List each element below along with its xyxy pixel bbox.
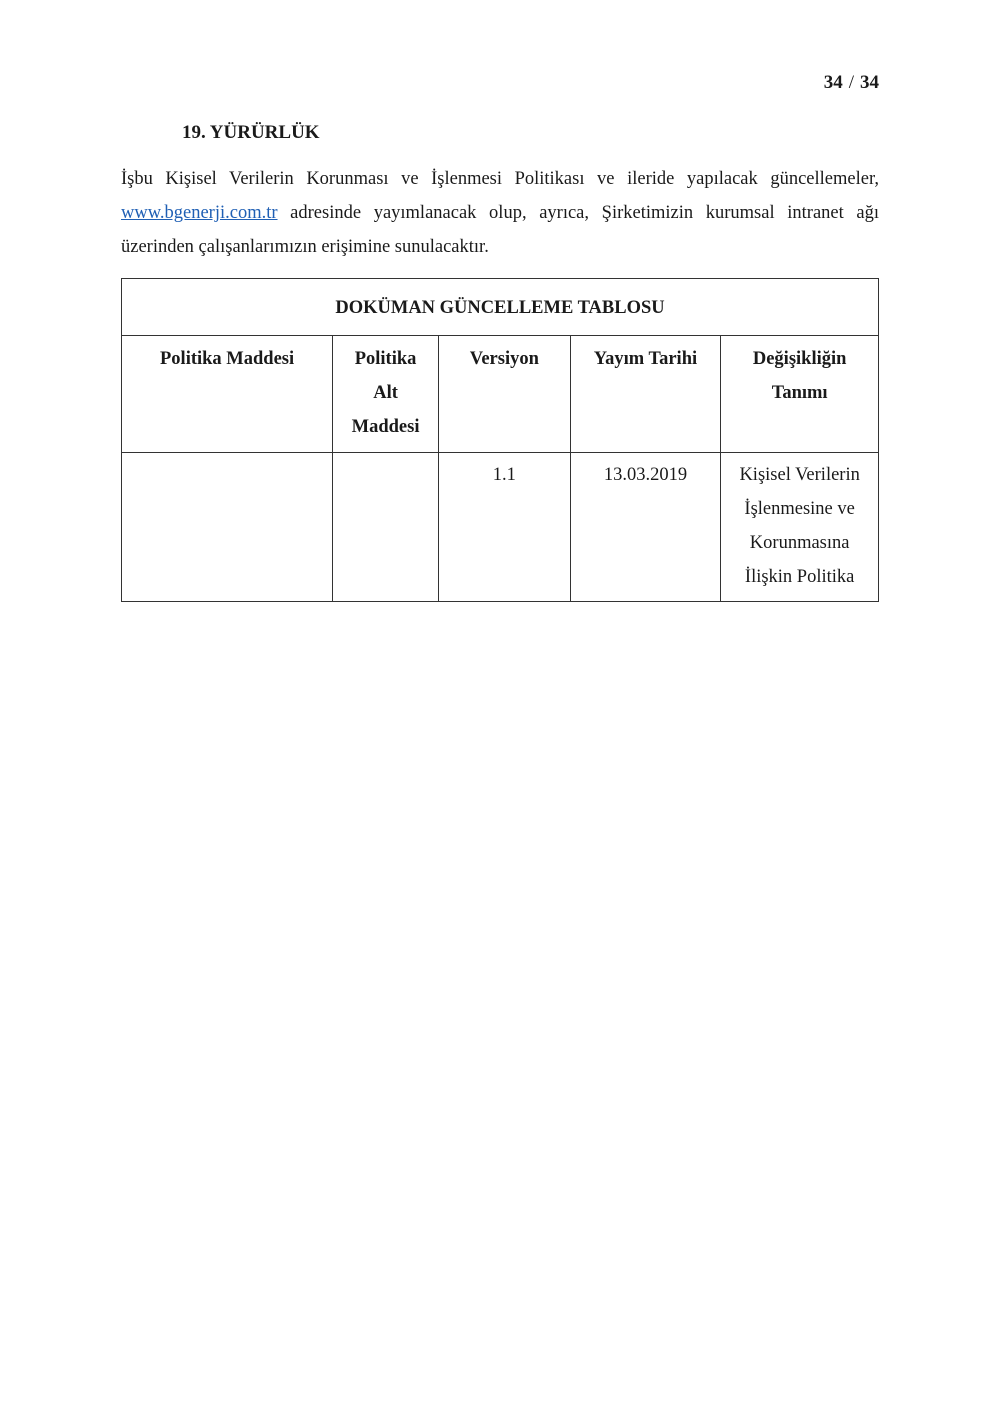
table-row — [122, 453, 879, 602]
cell-tanim-line4: İlişkin Politika — [744, 567, 855, 587]
section-paragraph — [121, 162, 879, 264]
cell-yayim-tarihi: 13.03.2019 — [570, 453, 721, 602]
page-separator: / — [848, 72, 854, 93]
paragraph-text-before-link: İşbu Kişisel Verilerin Korunması ve İşlenmesi Politikası ve ileride yapılacak güncellemeler, — [121, 169, 879, 189]
table-title-row — [122, 279, 879, 336]
cell-tanim-line1: Kişisel Verilerin — [739, 465, 860, 485]
header-col2-line2: Alt — [373, 383, 398, 403]
header-politika-maddesi: Politika Maddesi — [122, 336, 333, 453]
page-total: 34 — [860, 72, 879, 93]
cell-politika-maddesi — [122, 453, 333, 602]
header-versiyon: Versiyon — [438, 336, 570, 453]
header-degisikligin-tanimi — [721, 336, 879, 453]
section-heading: 19. YÜRÜRLÜK — [182, 122, 320, 143]
table-header-row — [122, 336, 879, 453]
cell-politika-alt-maddesi — [333, 453, 439, 602]
website-link[interactable]: www.bgenerji.com.tr — [121, 203, 278, 223]
document-update-table — [121, 278, 879, 602]
header-col5-line1: Değişikliğin — [752, 349, 847, 369]
header-col5-line2: Tanımı — [771, 383, 828, 403]
paragraph-text-after-link: adresinde yayımlanacak olup, ayrıca, Şirketimizin kurumsal intranet ağı üzerinden çalışanlarımızın erişimine sunulacaktır. — [121, 203, 879, 257]
page-number — [824, 72, 879, 94]
cell-versiyon: 1.1 — [438, 453, 570, 602]
cell-degisikligin-tanimi — [721, 453, 879, 602]
header-yayim-tarihi: Yayım Tarihi — [570, 336, 721, 453]
table-title: DOKÜMAN GÜNCELLEME TABLOSU — [122, 279, 879, 336]
header-col2-line1: Politika — [354, 349, 417, 369]
page-current: 34 — [823, 72, 843, 93]
cell-tanim-line2: İşlenmesine ve — [744, 499, 855, 519]
header-col2-line3: Maddesi — [351, 417, 420, 437]
cell-tanim-line3: Korunmasına — [749, 533, 850, 553]
header-politika-alt-maddesi — [333, 336, 439, 453]
